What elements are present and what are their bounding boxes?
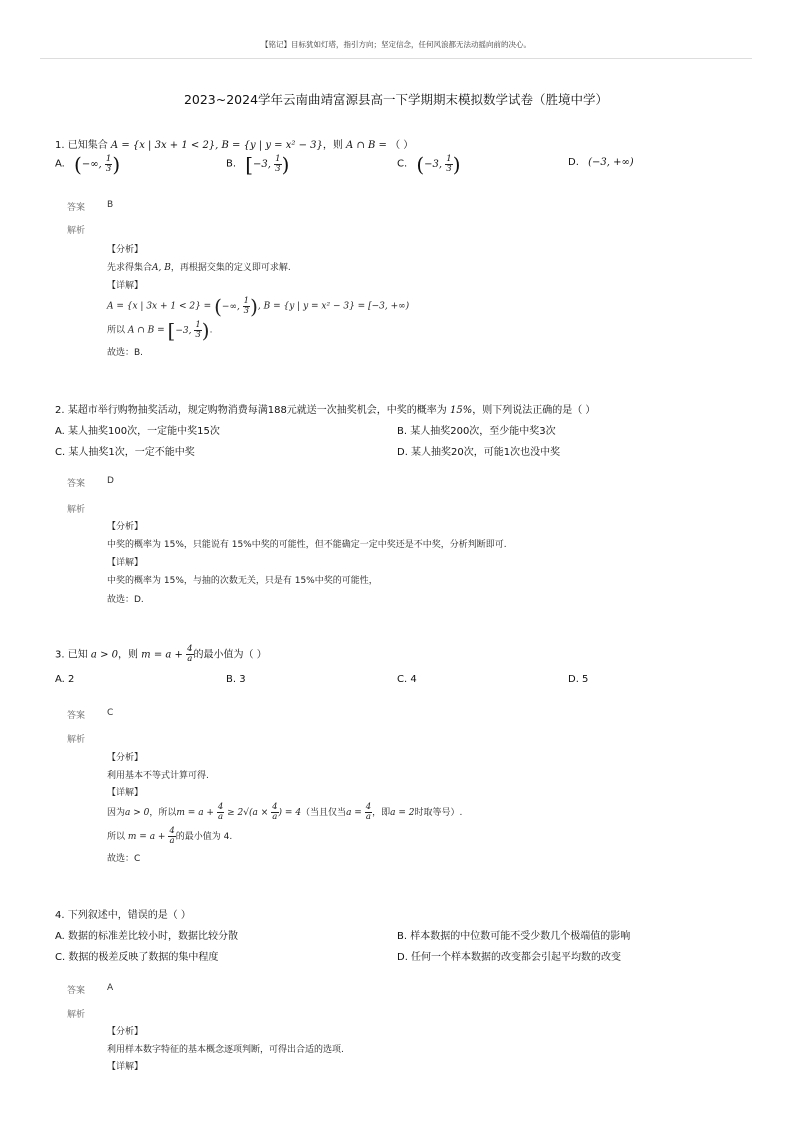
q4-option-b: B. 样本数据的中位数可能不受少数几个极端值的影响 [397, 931, 631, 942]
q2-answer-value: D [107, 476, 114, 486]
q3-note-a: （当且仅当 [301, 808, 347, 818]
q1-answer-label: 答案 [67, 203, 86, 213]
q3-detail-line2-pre: 所以 [107, 832, 126, 842]
q3-m-expr: m = a + [141, 649, 187, 661]
q3-fraction [186, 645, 193, 664]
q1-fenxi-pre: 先求得集合 [107, 263, 153, 273]
q3-detail-heading: 【详解】 [107, 788, 144, 798]
q2-detail-heading: 【详解】 [107, 558, 144, 568]
q3-note-c: ，即 [372, 808, 391, 818]
q1-fenxi-heading: 【分析】 [107, 245, 144, 255]
q2-option-d: D. 某人抽奖20次，可能1次也没中奖 [397, 447, 561, 458]
q3-fenxi-heading: 【分析】 [107, 753, 144, 763]
q2-stem-pre: 2. 某超市举行购物抽奖活动，规定购物消费每满188元就送一次抽奖机会，中奖的概率为 [55, 405, 447, 416]
header-divider [40, 58, 752, 59]
q4-detail-heading: 【详解】 [107, 1062, 144, 1072]
q2-answer-label: 答案 [67, 479, 86, 489]
q3-frac-num: 4 [187, 644, 193, 654]
q3-conclusion: 故选：C [107, 854, 141, 864]
q1-opt-a-label: A. [55, 158, 65, 170]
q1-conclusion: 故选：B. [107, 348, 144, 358]
q3-stem-post: 的最小值为（ ） [193, 649, 267, 661]
q4-option-c: C. 数据的极差反映了数据的集中程度 [55, 952, 219, 963]
q2-fenxi-text: 中奖的概率为 15%，只能说有 15%中奖的可能性，但不能确定一定中奖还是不中奖，分析判断即可. [107, 540, 507, 550]
q1-opt-a-math: (−∞, $\frac{1}{3}$ ) [74, 152, 121, 176]
q1-expr: A ∩ B = [346, 140, 387, 151]
page-motto: 【铭记】目标犹如灯塔，指引方向；坚定信念，任何风浪都无法动摇向前的决心。 [261, 40, 531, 49]
q1-fenxi-math: A, B [152, 263, 171, 273]
q3-note-d: a = 2 [390, 808, 415, 818]
q3-detail-pre: 因为 [107, 808, 126, 818]
q2-stem-post: ，则下列说法正确的是（ ） [472, 405, 596, 416]
q1-opt-c-label: C. [397, 158, 408, 170]
q3-note-e: 时取等号）. [414, 808, 463, 818]
q3-detail-cond: a > 0 [125, 808, 150, 818]
q3-frac-den: a [187, 654, 193, 664]
q1-detail-line2-math: A ∩ B = [127, 325, 168, 336]
q3-detail-mid: ，所以 [149, 808, 177, 818]
q1-fenxi-text [107, 260, 291, 273]
q3-stem-pre: 3. 已知 [55, 649, 88, 661]
q3-analysis-label: 解析 [67, 735, 86, 745]
q3-option-c: C. 4 [397, 674, 417, 685]
q2-option-a: A. 某人抽奖100次，一定能中奖15次 [55, 426, 220, 437]
q3-detail-line2: 所以 m = a + $\frac{4}{a}$ 的最小值为 4. [107, 826, 233, 846]
q3-option-a: A. 2 [55, 674, 75, 685]
q3-note-b: a = [346, 808, 365, 818]
q3-ineq-b: ≥ 2√(a × [224, 808, 272, 818]
q1-detail-line2: 所以 A ∩ B = [−3, $\frac{1}{3}$ ). [107, 318, 213, 342]
question-4-stem: 4. 下列叙述中，错误的是（ ） [55, 910, 191, 921]
q1-detail-line1-a: A = {x | 3x + 1 < 2} = [107, 301, 215, 312]
q3-answer-label: 答案 [67, 711, 86, 721]
page-title: 2023~2024学年云南曲靖富源县高一下学期期末模拟数学试卷（胜境中学） [183, 92, 609, 107]
q1-detail-line1: A = {x | 3x + 1 < 2} = (−∞, $\frac{1}{3}$ ), B = {y | y = x² − 3} = [−3, +∞) [107, 294, 410, 318]
q1-option-d [568, 157, 634, 168]
q4-analysis-label: 解析 [67, 1010, 86, 1020]
q2-option-c: C. 某人抽奖1次，一定不能中奖 [55, 447, 195, 458]
q2-analysis-label: 解析 [67, 505, 86, 515]
q3-stem-mid: ，则 [117, 649, 138, 661]
q1-sets: A = {x | 3x + 1 < 2}, B = {y | y = x² − 3} [110, 140, 323, 151]
question-2-stem [55, 401, 595, 416]
q3-option-d: D. 5 [568, 674, 589, 685]
q1-opt-b-math: [−3, $\frac{1}{3}$ ) [245, 152, 290, 176]
q3-detail-line1: 因为a > 0，所以m = a + $\frac{4}{a}$ ≥ 2√(a × $\frac{4}{a}$ ) = 4（当且仅当a = $\frac{4}{a}$ ，即a = 2时取等号）. [107, 802, 463, 822]
q3-ineq-a: m = a + [176, 808, 217, 818]
q1-detail-line1-b: , B = {y | y = x² − 3} = [−3, +∞) [257, 301, 410, 312]
q3-fenxi-text: 利用基本不等式计算可得. [107, 771, 209, 781]
q1-fenxi-post: ，再根据交集的定义即可求解. [170, 263, 291, 273]
q3-ineq-c: ) = 4 [278, 808, 302, 818]
q1-opt-d-label: D. [568, 157, 579, 168]
q4-option-d: D. 任何一个样本数据的改变都会引起平均数的改变 [397, 952, 622, 963]
q2-option-b: B. 某人抽奖200次，至少能中奖3次 [397, 426, 556, 437]
q1-detail-line2-pre: 所以 [107, 325, 126, 336]
q4-fenxi-heading: 【分析】 [107, 1027, 144, 1037]
q1-option-c [397, 152, 461, 176]
q1-option-b [226, 152, 289, 176]
question-3-stem [55, 645, 267, 664]
question-1-stem [55, 136, 413, 151]
q2-conclusion: 故选：D. [107, 595, 144, 605]
q1-stem-mid: ，则 [322, 140, 343, 151]
q2-detail-text: 中奖的概率为 15%，与抽的次数无关，只是有 15%中奖的可能性， [107, 576, 378, 586]
q1-analysis-label: 解析 [67, 226, 86, 236]
q3-cond: a > 0 [90, 649, 118, 661]
q4-option-a: A. 数据的标准差比较小时，数据比较分散 [55, 931, 239, 942]
q1-opt-c-math: (−3, $\frac{1}{3}$ ) [416, 152, 461, 176]
q2-stem-math: 15% [450, 405, 473, 416]
q1-detail-heading: 【详解】 [107, 281, 144, 291]
q1-answer-value: B [107, 200, 114, 210]
q3-option-b: B. 3 [226, 674, 246, 685]
q4-answer-label: 答案 [67, 986, 86, 996]
q3-detail-line2-math: m = a + [127, 832, 169, 842]
q1-opt-b-label: B. [226, 158, 237, 170]
q4-answer-value: A [107, 983, 114, 993]
q4-fenxi-text: 利用样本数字特征的基本概念逐项判断，可得出合适的选项. [107, 1045, 344, 1055]
q1-stem-post: （ ） [390, 140, 414, 151]
q3-detail-line2-post: 的最小值为 4. [175, 832, 233, 842]
q1-opt-d-math: (−3, +∞) [588, 157, 634, 168]
q1-stem-pre: 1. 已知集合 [55, 140, 108, 151]
q2-fenxi-heading: 【分析】 [107, 522, 144, 532]
q1-option-a [55, 152, 120, 176]
q3-answer-value: C [107, 708, 114, 718]
